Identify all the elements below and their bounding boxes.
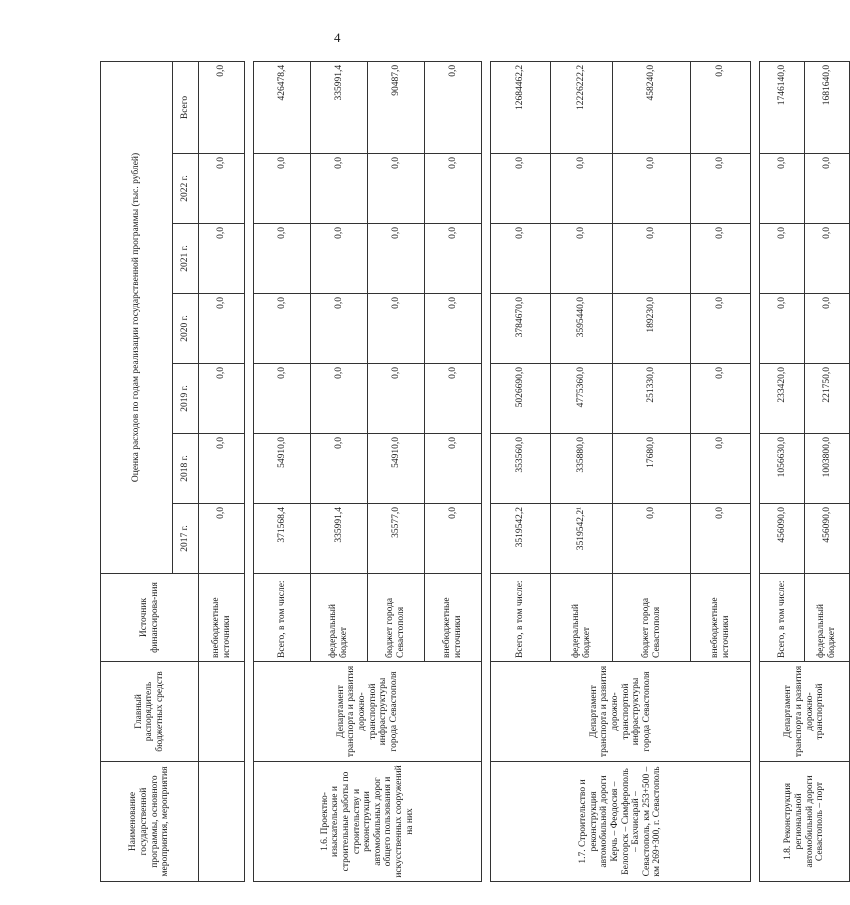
table-row — [254, 61, 311, 881]
value-cell: 456090,0 — [805, 504, 850, 574]
table-row — [491, 61, 551, 881]
source-cell: Всего, в том числе: — [760, 574, 805, 662]
empty-cell — [199, 762, 245, 882]
value-cell: 4775360,0 — [551, 364, 613, 434]
spacer-row — [751, 61, 760, 881]
value-cell: 426478,4 — [254, 61, 311, 153]
value-cell: 0,0 — [613, 224, 691, 294]
value-cell: 0,0 — [199, 224, 245, 294]
value-cell: 5026690,0 — [491, 364, 551, 434]
value-cell: 251330,0 — [613, 364, 691, 434]
item-administrator: Департамент транспорта и развития дорожно-транспортной инфраструктуры города Севастополя — [254, 662, 482, 762]
source-cell: федеральный бюджет — [805, 574, 850, 662]
value-cell: 335991,4 — [311, 504, 368, 574]
value-cell: 0,0 — [425, 504, 482, 574]
value-cell: 35577,0 — [368, 504, 425, 574]
value-cell: 0,0 — [199, 154, 245, 224]
header-name: Наименование государственной программы, основного мероприятия, мероприятия — [101, 762, 199, 882]
header-year: 2022 г. — [173, 154, 199, 224]
header-source: Источник финансирова-ния — [101, 574, 199, 662]
value-cell: 17680,0 — [613, 434, 691, 504]
value-cell: 3595440,0 — [551, 294, 613, 364]
value-cell: 0,0 — [368, 364, 425, 434]
value-cell: 0,0 — [199, 294, 245, 364]
value-cell: 3519542,2 — [491, 504, 551, 574]
value-cell: 0,0 — [311, 154, 368, 224]
table-row — [199, 61, 245, 881]
item-name: 1.8. Реконструкция региональной автомобильной дороги Севастополь – порт — [760, 762, 850, 882]
value-cell: 0,0 — [691, 224, 751, 294]
value-cell: 0,0 — [311, 294, 368, 364]
value-cell: 371568,4 — [254, 504, 311, 574]
item-name: 1.7. Строительство и реконструкция автомобильной дороги Керчь – Феодосия – Белогорск – Симферополь – Бахчисарай – Севастополь, км 253+500 – км 269+300, г. Севастополь — [491, 762, 751, 882]
source-cell: федеральный бюджет — [311, 574, 368, 662]
value-cell: 0,0 — [551, 154, 613, 224]
value-cell: 0,0 — [691, 434, 751, 504]
item-name: 1.6. Проектно-изыскательские и строительные работы по строительству и реконструкции автомобильных дорог общего пользования и искусственных сооружений на них — [254, 762, 482, 882]
value-cell: 458240,0 — [613, 61, 691, 153]
source-cell: внебюджетные источники — [691, 574, 751, 662]
value-cell: 0,0 — [368, 224, 425, 294]
value-cell: 0,0 — [691, 154, 751, 224]
header-administrator: Главный распорядитель бюджетных средств — [101, 662, 199, 762]
header-total: Всего — [173, 61, 199, 153]
value-cell: 0,0 — [425, 224, 482, 294]
value-cell: 456090,0 — [760, 504, 805, 574]
value-cell: 0,0 — [254, 294, 311, 364]
source-cell: Всего, в том числе: — [254, 574, 311, 662]
value-cell: 0,0 — [425, 294, 482, 364]
value-cell: 0,0 — [199, 61, 245, 153]
value-cell: 335991,4 — [311, 61, 368, 153]
value-cell: 335880,0 — [551, 434, 613, 504]
spacer-cell — [751, 61, 760, 881]
value-cell: 0,0 — [805, 224, 850, 294]
value-cell: 0,0 — [760, 294, 805, 364]
value-cell: 0,0 — [760, 154, 805, 224]
value-cell: 0,0 — [368, 154, 425, 224]
rotated-table-wrapper — [100, 62, 837, 882]
table-row — [760, 61, 805, 881]
value-cell: 0,0 — [691, 61, 751, 153]
value-cell: 353560,0 — [491, 434, 551, 504]
value-cell: 3519542,2¹ — [551, 504, 613, 574]
value-cell: 0,0 — [254, 364, 311, 434]
value-cell: 12684462,2 — [491, 61, 551, 153]
value-cell: 0,0 — [368, 294, 425, 364]
value-cell: 0,0 — [199, 504, 245, 574]
spacer-row — [245, 61, 254, 881]
header-year: 2021 г. — [173, 224, 199, 294]
value-cell: 12226222,2 — [551, 61, 613, 153]
page-number: 4 — [334, 30, 341, 45]
value-cell: 90487,0 — [368, 61, 425, 153]
value-cell: 54910,0 — [368, 434, 425, 504]
header-year: 2019 г. — [173, 364, 199, 434]
value-cell: 0,0 — [425, 434, 482, 504]
value-cell: 1003800,0 — [805, 434, 850, 504]
header-estimate: Оценка расходов по годам реализации государственной программы (тыс. рублей) — [101, 61, 173, 573]
budget-table — [100, 61, 850, 882]
item-administrator: Департамент транспорта и развития дорожно-транспортной — [760, 662, 850, 762]
value-cell: 54910,0 — [254, 434, 311, 504]
value-cell: 0,0 — [491, 224, 551, 294]
value-cell: 221750,0 — [805, 364, 850, 434]
value-cell: 0,0 — [805, 154, 850, 224]
value-cell: 0,0 — [254, 154, 311, 224]
value-cell: 0,0 — [425, 154, 482, 224]
value-cell: 0,0 — [613, 504, 691, 574]
source-cell: Всего, в том числе: — [491, 574, 551, 662]
value-cell: 1681640,0 — [805, 61, 850, 153]
empty-cell — [199, 662, 245, 762]
value-cell: 0,0 — [199, 364, 245, 434]
value-cell: 0,0 — [760, 224, 805, 294]
value-cell: 0,0 — [491, 154, 551, 224]
value-cell: 189230,0 — [613, 294, 691, 364]
value-cell: 0,0 — [691, 294, 751, 364]
header-year: 2017 г. — [173, 504, 199, 574]
source-cell: внебюджетные источники — [425, 574, 482, 662]
value-cell: 0,0 — [691, 364, 751, 434]
value-cell: 0,0 — [199, 434, 245, 504]
value-cell: 0,0 — [613, 154, 691, 224]
source-cell: бюджет города Севастополя — [613, 574, 691, 662]
spacer-row — [482, 61, 491, 881]
header-year: 2018 г. — [173, 434, 199, 504]
source-cell: внебюджетные источники — [199, 574, 245, 662]
table-body — [101, 61, 850, 881]
source-cell: федеральный бюджет — [551, 574, 613, 662]
value-cell: 0,0 — [805, 294, 850, 364]
header-year: 2020 г. — [173, 294, 199, 364]
value-cell: 0,0 — [311, 364, 368, 434]
item-administrator: Департамент транспорта и развития дорожно-транспортной инфраструктуры города Севастополя — [491, 662, 751, 762]
value-cell: 0,0 — [551, 224, 613, 294]
value-cell: 1746140,0 — [760, 61, 805, 153]
value-cell: 233420,0 — [760, 364, 805, 434]
value-cell: 1056630,0 — [760, 434, 805, 504]
header-row — [101, 61, 173, 881]
value-cell: 0,0 — [425, 364, 482, 434]
value-cell: 0,0 — [254, 224, 311, 294]
spacer-cell — [245, 61, 254, 881]
value-cell: 0,0 — [691, 504, 751, 574]
value-cell: 0,0 — [311, 434, 368, 504]
value-cell: 0,0 — [311, 224, 368, 294]
value-cell: 0,0 — [425, 61, 482, 153]
value-cell: 3784670,0 — [491, 294, 551, 364]
source-cell: бюджет города Севастополя — [368, 574, 425, 662]
spacer-cell — [482, 61, 491, 881]
